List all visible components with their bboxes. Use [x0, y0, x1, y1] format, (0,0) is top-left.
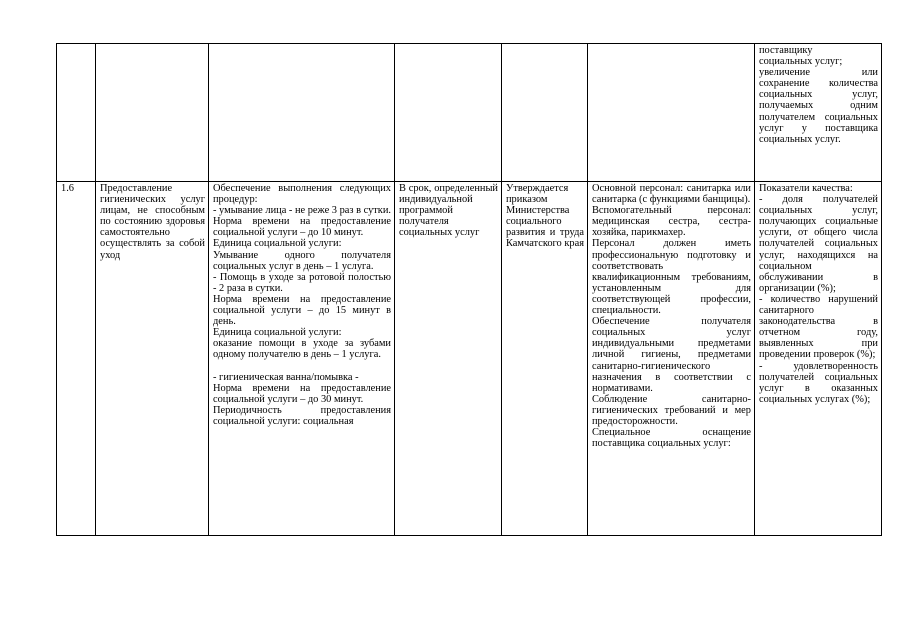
cell-service-name: [96, 182, 209, 536]
description-line: оказание помощи в уходе за зубами одному получателю в день – 1 услуга.: [213, 338, 391, 361]
description-line: Норма времени на предоставление социальной услуги – до 15 минут в день.: [213, 293, 391, 328]
cell-term: [395, 44, 502, 182]
description-line: Периодичность предоставления социальной услуги: социальная: [213, 404, 391, 427]
table-row: [57, 182, 882, 536]
indicator-line: - количество нарушений санитарного законодательства в отчетном году, выявленных при проведении проверок (%);: [759, 293, 878, 361]
description-line: - гигиеническая ванна/помывка -: [213, 371, 359, 383]
cell-conditions: [588, 182, 755, 536]
service-name: Предоставление гигиенических услуг лицам, не способным по состоянию здоровья самостоятельно осуществлять за собой уход: [100, 183, 205, 261]
term-text: В срок, определенный индивидуальной программой получателя социальных услуг: [399, 183, 498, 239]
indicator-line: Показатели качества:: [759, 183, 853, 194]
cell-conditions: [588, 44, 755, 182]
description-line: Единица социальной услуги:: [213, 238, 342, 250]
cell-term: [395, 182, 502, 536]
cell-description: [209, 182, 395, 536]
indicator-line: увеличение или сохранение количества социальных услуг, получаемых одним получателем социальных услуг у поставщика социальных услуг.: [759, 67, 878, 145]
cell-tariff: [502, 44, 588, 182]
cell-description: [209, 44, 395, 182]
description-line: Единица социальной услуги:: [213, 327, 342, 339]
description-line: Норма времени на предоставление социальной услуги – до 10 минут.: [213, 216, 391, 239]
conditions-line: Вспомогательный персонал: медицинская сестра, сестра-хозяйка, парикмахер.: [592, 205, 751, 239]
tariff-text: Утверждается приказом Министерства социального развития и труда Камчатского края: [506, 183, 584, 250]
cell-indicators: [755, 182, 882, 536]
conditions-line: Соблюдение санитарно-гигиенических требований и мер предосторожности.: [592, 393, 751, 427]
indicator-line: - удовлетворенность получателей социальных услуг в оказанных социальных услугах (%);: [759, 360, 878, 405]
cell-tariff: [502, 182, 588, 536]
indicator-line: социальных услуг;: [759, 56, 843, 68]
indicator-line: - доля получателей социальных услуг, получающих социальные услуги, от общего числа получателей социальных услуг, находящихся на социальном обслуживании в организации (%);: [759, 194, 878, 294]
conditions-line: Обеспечение получателя социальных услуг индивидуальными предметами личной гигиены, предметами санитарно-гигиенического назначения в соответствии с нормативами.: [592, 316, 751, 394]
indicator-line: поставщику: [759, 45, 813, 56]
conditions-line: Основной персонал: санитарка или санитарка (с функциями банщицы).: [592, 183, 751, 206]
services-table: [56, 43, 882, 536]
cell-indicators: [755, 44, 882, 182]
description-line: - Помощь в уходе за ротовой полостью - 2 раза в сутки.: [213, 271, 391, 294]
row-number: 1.6: [61, 183, 74, 194]
description-line: Обеспечение выполнения следующих процедур:: [213, 183, 391, 206]
description-line: - умывание лица - не реже 3 раз в сутки.: [213, 205, 392, 217]
cell-service-name: [96, 44, 209, 182]
description-line: Норма времени на предоставление социальной услуги – до 30 минут.: [213, 382, 391, 405]
description-line: Умывание одного получателя социальных услуг в день – 1 услуга.: [213, 249, 391, 272]
table-row: [57, 44, 882, 182]
cell-number: [57, 44, 96, 182]
description-spacer: [213, 361, 391, 372]
conditions-line: Специальное оснащение поставщика социальных услуг:: [592, 427, 751, 450]
conditions-line: Персонал должен иметь профессиональную подготовку и соответствовать квалификационным требованиям, установленным для соответствующей профессии, специальности.: [592, 238, 751, 317]
cell-number: [57, 182, 96, 536]
